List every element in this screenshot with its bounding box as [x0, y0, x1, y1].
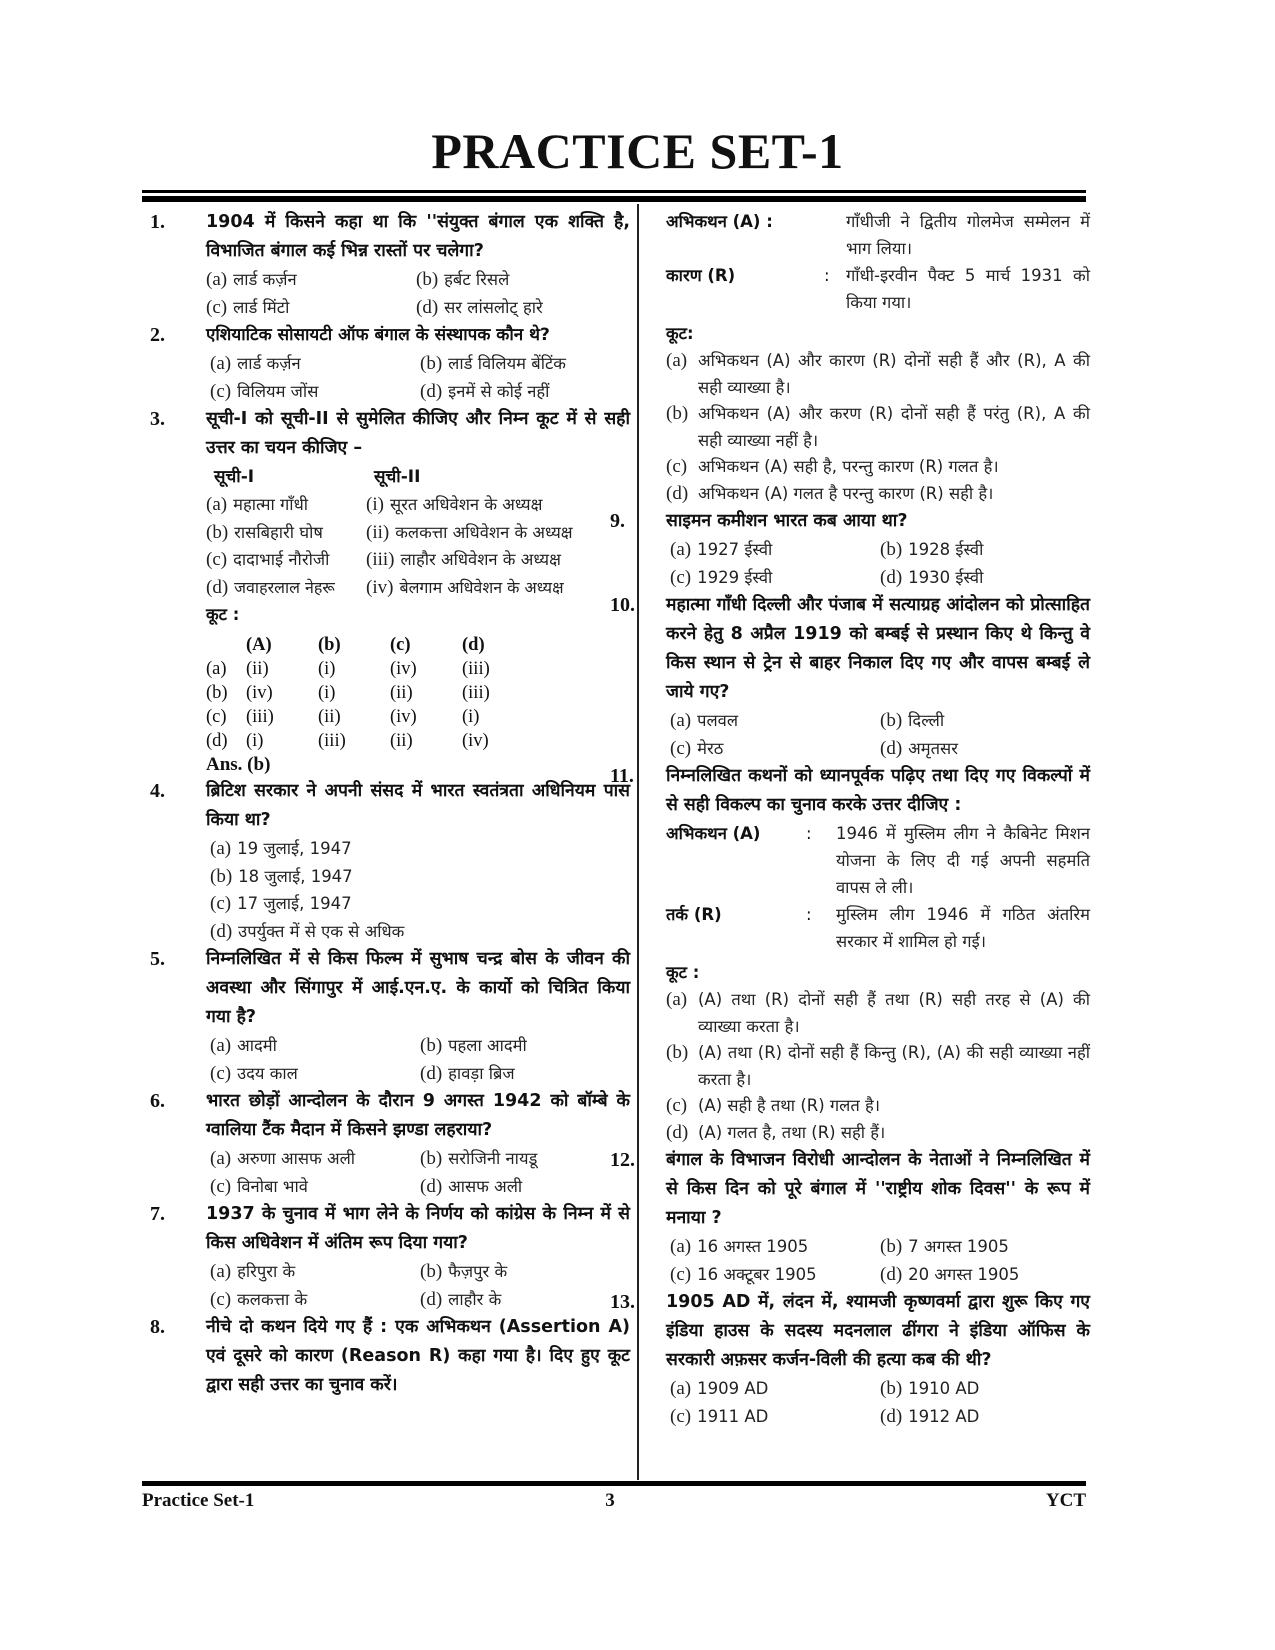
question-number: 8. — [150, 1316, 165, 1338]
option-d: (d) लाहौर के — [420, 1288, 502, 1310]
question-3 — [150, 405, 630, 777]
page-number: 3 — [605, 1490, 615, 1511]
reason-label: कारण (R) — [666, 266, 736, 285]
match-row: (a) महात्मा गाँधी (i) सूरत अधिवेशन के अध्यक्ष — [206, 494, 543, 515]
match-list — [206, 491, 630, 601]
question-number: 2. — [150, 324, 165, 346]
question-number: 1. — [150, 211, 165, 233]
option-b: (b) 1910 AD — [880, 1378, 980, 1399]
question-number: 5. — [150, 948, 165, 970]
question-12 — [610, 1146, 1090, 1288]
left-column — [150, 208, 630, 1400]
option-b: (b) हर्बट रिसले — [416, 269, 510, 290]
options — [206, 1145, 630, 1200]
option-d: (d) उपर्युक्त में से एक से अधिक — [210, 920, 405, 942]
option-c: (c) 16 अक्टूबर 1905 — [670, 1263, 817, 1285]
option-c: (c) लार्ड मिंटो — [206, 296, 290, 318]
option-b: (b) 7 अगस्त 1905 — [880, 1236, 1009, 1257]
options — [666, 536, 1090, 591]
question-text: 1904 में किसने कहा था कि ''संयुक्त बंगाल एक शक्ति है, विभाजित बंगाल कई भिन्न रास्तों पर चलेगा? — [206, 212, 630, 261]
reason-text: गाँधी-इरवीन पैक्ट 5 मार्च 1931 को किया गया। — [846, 266, 1090, 312]
option-c: (c) उदय काल — [210, 1062, 298, 1084]
assertion-row — [666, 208, 1090, 262]
option-d: (d) इनमें से कोई नहीं — [420, 380, 550, 402]
right-column — [610, 208, 1090, 1430]
question-5 — [150, 945, 630, 1087]
question-number: 4. — [150, 780, 165, 802]
match-row: (d) जवाहरलाल नेहरू (iv) बेलगाम अधिवेशन के अध्यक्ष — [206, 576, 564, 598]
code-table: (A) (b) (c) (d) (a) (ii) (i) (iv) (iii) (b) (iv) (i) (ii) (iii) (c) (iii) (ii) (iv) (i) (d) (i) (iii) (ii) (iv) — [206, 635, 490, 751]
option-d: (d) 1930 ईस्वी — [880, 566, 984, 588]
question-number: 6. — [150, 1090, 165, 1112]
question-text: नीचे दो कथन दिये गए हैं : एक अभिकथन (Assertion A) एवं दूसरे को कारण (Reason R) कहा गया है। दिए हुए कूट द्वारा सही उत्तर का चुनाव करें। — [206, 1317, 630, 1395]
option-c: (c) विलियम जोंस — [210, 380, 319, 402]
question-number: 10. — [610, 594, 635, 616]
option-d: (d) अमृतसर — [880, 737, 958, 759]
option-b: (b) 1928 ईस्वी — [880, 539, 984, 560]
option-b: (b) दिल्ली — [880, 710, 945, 731]
option-a: (a) (A) तथा (R) दोनों सही हैं तथा (R) सही तरह से (A) की व्याख्या करता है। — [666, 989, 1090, 1036]
list-2-heading: सूची-II — [374, 467, 421, 487]
option-b: (b) 18 जुलाई, 1947 — [210, 865, 353, 887]
option-d: (d) 20 अगस्त 1905 — [880, 1263, 1020, 1285]
assertion-label: अभिकथन (A) : — [666, 212, 773, 231]
option-c: (c) अभिकथन (A) सही है, परन्तु कारण (R) गलत है। — [666, 456, 999, 477]
question-8 — [150, 1313, 630, 1400]
header-rule-thick — [142, 196, 1086, 202]
question-9 — [610, 507, 1090, 591]
assertion-row: अभिकथन (A) : 1946 में मुस्लिम लीग ने कैबिनेट मिशन योजना के लिए दी गई अपनी सहमति वापस ले ली। — [666, 820, 1090, 901]
option-d: (d) 1912 AD — [880, 1405, 980, 1427]
option-a: (a) 19 जुलाई, 1947 — [210, 838, 352, 859]
question-6 — [150, 1087, 630, 1200]
option-c: (c) 1911 AD — [670, 1405, 769, 1427]
question-text: ब्रिटिश सरकार ने अपनी संसद में भारत स्वतंत्रता अधिनियम पास किया था? — [206, 781, 630, 830]
assertion-label: अभिकथन (A) — [666, 824, 761, 843]
option-b: (b) अभिकथन (A) और करण (R) दोनों सही हैं परंतु (R), A की सही व्याख्या नहीं है। — [666, 403, 1090, 450]
option-d: (d) आसफ अली — [420, 1175, 523, 1197]
reason-row: तर्क (R) : मुस्लिम लीग 1946 में गठित अंतरिम सरकार में शामिल हो गई। — [666, 901, 1090, 955]
question-number: 11. — [610, 765, 634, 787]
match-row: (c) दादाभाई नौरोजी (iii) लाहौर अधिवेशन के अध्यक्ष — [206, 549, 561, 570]
option-b: (b) लार्ड विलियम बेंटिंक — [420, 353, 566, 374]
option-b: (b) पहला आदमी — [420, 1035, 527, 1056]
question-text: महात्मा गाँधी दिल्ली और पंजाब में सत्याग्रह आंदोलन को प्रोत्साहित करने हेतु 8 अप्रैल 1919 को बम्बई से प्रस्थान किए थे किन्तु वे किस स्थान से ट्रेन से बाहर निकाल दिए गए और वापस बम्बई ले जाये गए? — [666, 595, 1090, 702]
question-text: साइमन कमीशन भारत कब आया था? — [666, 511, 908, 531]
option-a: (a) आदमी — [210, 1035, 277, 1056]
match-list-headers — [206, 463, 630, 491]
options — [666, 1233, 1090, 1288]
question-1 — [150, 208, 630, 321]
option-c: (c) 1929 ईस्वी — [670, 566, 773, 588]
question-text: 1937 के चुनाव में भाग लेने के निर्णय को कांग्रेस के निम्न में से किस अधिवेशन में अंतिम रूप दिया गया? — [206, 1204, 630, 1253]
question-10 — [610, 591, 1090, 762]
question-text: भारत छोड़ों आन्दोलन के दौरान 9 अगस्त 1942 को बॉम्बे के ग्वालिया टैंक मैदान में किसने झण्डा लहराया? — [206, 1091, 630, 1140]
options — [666, 1375, 1090, 1430]
options — [206, 266, 630, 321]
reason-text: मुस्लिम लीग 1946 में गठित अंतरिम सरकार में शामिल हो गई। — [836, 905, 1090, 951]
question-13 — [610, 1288, 1090, 1430]
option-a: (a) पलवल — [670, 710, 739, 731]
match-row: (b) रासबिहारी घोष (ii) कलकत्ता अधिवेशन के अध्यक्ष — [206, 521, 573, 543]
code-label: कूट : — [206, 605, 240, 624]
question-text: सूची-I को सूची-II से सुमेलित कीजिए और निम्न कूट में से सही उत्तर का चयन कीजिए – — [206, 409, 630, 458]
page-title: PRACTICE SET-1 — [431, 123, 844, 179]
question-text: निम्नलिखित में से किस फिल्म में सुभाष चन्द्र बोस के जीवन की अवस्था और सिंगापुर में आई.एन.ए. के कार्यो को चित्रित किया गया है? — [206, 949, 630, 1027]
option-d: (d) सर लांसलोट् हारे — [416, 296, 543, 318]
answer: Ans. (b) — [206, 754, 271, 775]
option-c: (c) 17 जुलाई, 1947 — [210, 893, 352, 914]
code-label: कूट: — [666, 324, 694, 343]
question-text: निम्नलिखित कथनों को ध्यानपूर्वक पढ़िए तथा दिए गए विकल्पों में से सही विकल्प का चुनाव करके उत्तर दीजिए : — [666, 766, 1090, 815]
question-number: 7. — [150, 1203, 165, 1225]
reason-row: कारण (R) : गाँधी-इरवीन पैक्ट 5 मार्च 1931 को किया गया। — [666, 262, 1090, 316]
footer-left: Practice Set-1 — [142, 1490, 255, 1511]
footer-right: YCT — [1045, 1490, 1086, 1511]
option-b: (b) फैज़पुर के — [420, 1261, 508, 1282]
option-a: (a) 1909 AD — [670, 1378, 769, 1399]
options — [666, 707, 1090, 762]
question-number: 12. — [610, 1149, 635, 1171]
options — [206, 1258, 630, 1313]
question-2 — [150, 321, 630, 405]
question-text: बंगाल के विभाजन विरोधी आन्दोलन के नेताओं ने निम्नलिखित में से किस दिन को पूरे बंगाल में ''राष्ट्रीय शोक दिवस'' के रूप में मनाया ? — [666, 1150, 1090, 1228]
options — [206, 350, 630, 405]
question-text: एशियाटिक सोसायटी ऑफ बंगाल के संस्थापक कौन थे? — [206, 325, 550, 345]
option-a: (a) हरिपुरा के — [210, 1261, 296, 1282]
header-rule-thin — [142, 190, 1086, 193]
option-c: (c) (A) सही है तथा (R) गलत है। — [666, 1095, 881, 1116]
footer-rule — [142, 1481, 1086, 1486]
option-d: (d) हावड़ा ब्रिज — [420, 1062, 515, 1084]
option-a: (a) 1927 ईस्वी — [670, 539, 773, 560]
question-text: 1905 AD में, लंदन में, श्यामजी कृष्णवर्मा द्वारा शुरू किए गए इंडिया हाउस के सदस्य मदनलाल ढींगरा ने इंडिया ऑफिस के सरकारी अफ़सर कर्जन-विली की हत्या कब की थी? — [666, 1292, 1090, 1370]
options — [206, 835, 630, 945]
option-b: (b) (A) तथा (R) दोनों सही हैं किन्तु (R), (A) की सही व्याख्या नहीं करता है। — [666, 1042, 1090, 1089]
question-number: 3. — [150, 408, 165, 430]
assertion-text: गाँधीजी ने द्वितीय गोलमेज सम्मेलन में भाग लिया। — [846, 212, 1090, 258]
option-a: (a) अभिकथन (A) और कारण (R) दोनों सही हैं और (R), A की सही व्याख्या है। — [666, 350, 1090, 397]
option-b: (b) सरोजिनी नायडू — [420, 1148, 538, 1169]
question-8-continued — [650, 208, 1090, 507]
question-number: 13. — [610, 1291, 635, 1313]
option-c: (c) विनोबा भावे — [210, 1175, 308, 1197]
reason-label: तर्क (R) — [666, 905, 722, 924]
list-1-heading: सूची-I — [214, 467, 255, 487]
option-a: (a) लार्ड कर्ज़न — [206, 269, 297, 290]
option-a: (a) अरुणा आसफ अली — [210, 1148, 356, 1169]
option-d: (d) अभिकथन (A) गलत है परन्तु कारण (R) सही है। — [666, 482, 994, 504]
option-d: (d) (A) गलत है, तथा (R) सही हैं। — [666, 1121, 886, 1143]
code-label: कूट : — [666, 963, 700, 982]
options — [206, 1032, 630, 1087]
question-7 — [150, 1200, 630, 1313]
question-4 — [150, 777, 630, 945]
option-c: (c) मेरठ — [670, 737, 724, 759]
assertion-text: 1946 में मुस्लिम लीग ने कैबिनेट मिशन योजना के लिए दी गई अपनी सहमति वापस ले ली। — [836, 824, 1090, 897]
option-a: (a) 16 अगस्त 1905 — [670, 1236, 809, 1257]
option-a: (a) लार्ड कर्ज़न — [210, 353, 301, 374]
question-11 — [610, 762, 1090, 1146]
option-c: (c) कलकत्ता के — [210, 1288, 308, 1310]
question-number: 9. — [610, 510, 625, 532]
